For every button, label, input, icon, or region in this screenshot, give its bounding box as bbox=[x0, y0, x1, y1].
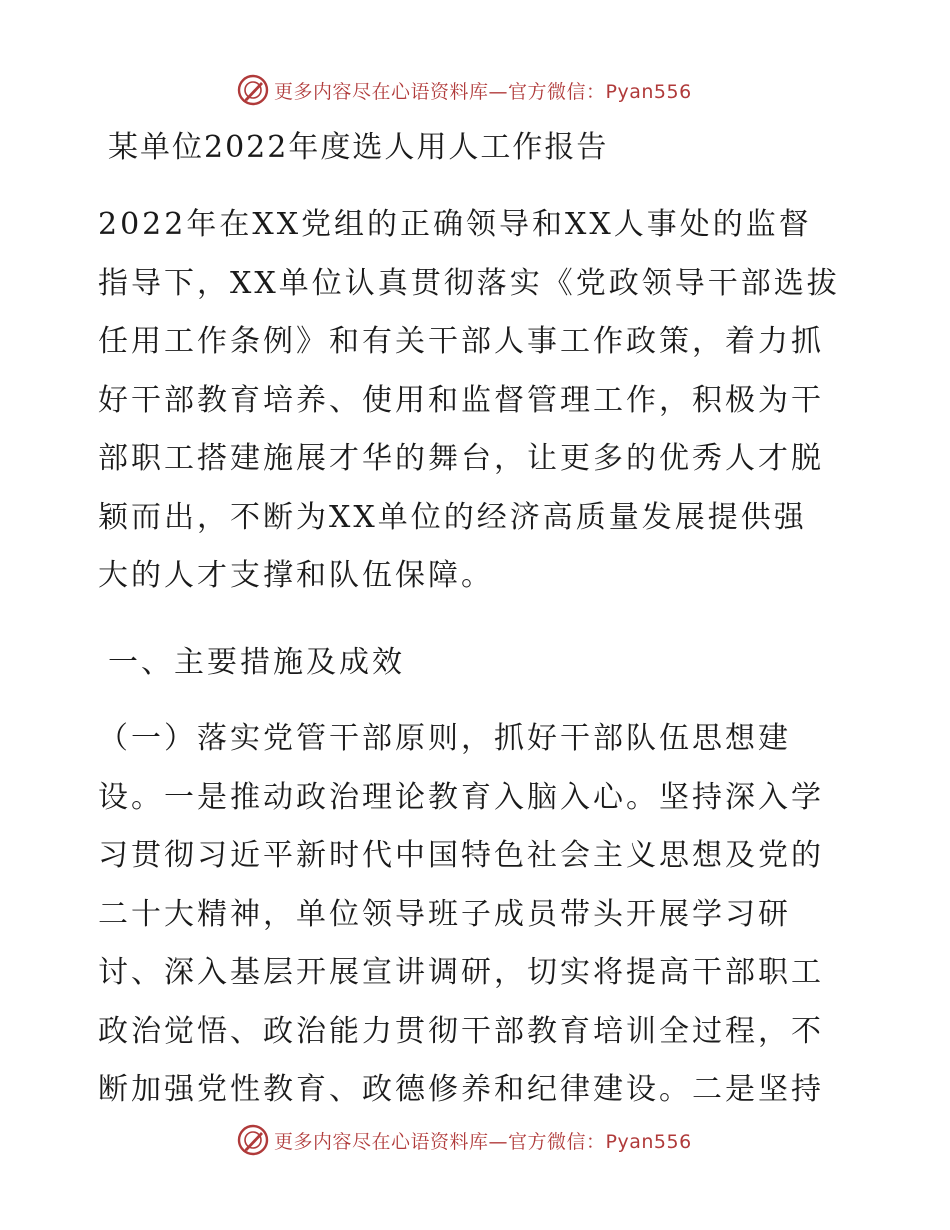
text-line: 指导下，XX单位认真贯彻落实《党政领导干部选拔 bbox=[98, 265, 840, 301]
intro-paragraph bbox=[98, 196, 858, 606]
text-line: 二十大精神，单位领导班子成员带头开展学习研 bbox=[98, 896, 791, 932]
text-line: 部职工搭建施展才华的舞台，让更多的优秀人才脱 bbox=[98, 441, 824, 476]
watermark-logo-icon bbox=[236, 1123, 270, 1157]
watermark-header bbox=[236, 72, 692, 108]
section-heading: 一、主要措施及成效 bbox=[108, 644, 405, 680]
subsection-paragraph bbox=[98, 710, 858, 1120]
document-body bbox=[98, 124, 858, 1120]
text-line: 颖而出，不断为XX单位的经济高质量发展提供强 bbox=[98, 499, 807, 535]
watermark-text: 更多内容尽在心语资料库—官方微信：Pyan556 bbox=[274, 80, 692, 103]
text-line: 任用工作条例》和有关干部人事工作政策，着力抓 bbox=[98, 324, 824, 359]
text-line: 讨、深入基层开展宣讲调研，切实将提高干部职工 bbox=[98, 955, 824, 990]
watermark-text: 更多内容尽在心语资料库—官方微信：Pyan556 bbox=[274, 1130, 692, 1153]
text-line: 断加强党性教育、政德修养和纪律建设。二是坚持 bbox=[98, 1072, 824, 1107]
text-line: 习贯彻习近平新时代中国特色社会主义思想及党的 bbox=[98, 838, 824, 873]
document-title: 某单位2022年度选人用人工作报告 bbox=[108, 130, 609, 165]
text-line: 政治觉悟、政治能力贯彻干部教育培训全过程，不 bbox=[98, 1013, 824, 1049]
watermark-footer bbox=[236, 1122, 692, 1158]
text-line: （一）落实党管干部原则，抓好干部队伍思想建 bbox=[98, 721, 791, 756]
text-line: 大的人才支撑和队伍保障。 bbox=[98, 558, 494, 593]
text-line: 2022年在XX党组的正确领导和XX人事处的监督 bbox=[98, 207, 812, 242]
watermark-logo-icon bbox=[236, 73, 270, 107]
text-line: 设。一是推动政治理论教育入脑入心。坚持深入学 bbox=[98, 779, 824, 815]
text-line: 好干部教育培养、使用和监督管理工作，积极为干 bbox=[98, 382, 824, 418]
